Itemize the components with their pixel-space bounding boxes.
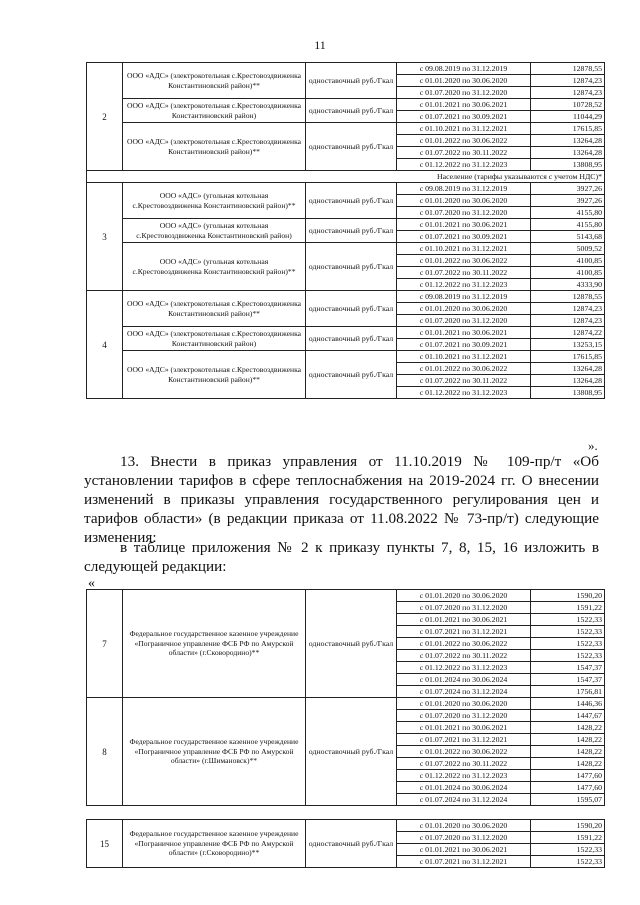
- organization-name: ООО «АДС» (угольная котельная с.Крестовоздвиженка Константиновский район)**: [123, 183, 306, 219]
- table-row: [87, 820, 605, 832]
- tariff-value: 1590,20: [531, 820, 605, 832]
- period: с 01.07.2024 по 31.12.2024: [397, 686, 531, 698]
- period: с 01.07.2020 по 31.12.2020: [397, 87, 531, 99]
- tariff-value: 1591,22: [531, 602, 605, 614]
- tariff-value: 1447,67: [531, 710, 605, 722]
- tariff-value: 4100,85: [531, 255, 605, 267]
- tariff-value: 12878,55: [531, 63, 605, 75]
- table-row: [87, 351, 605, 363]
- table-row: [87, 63, 605, 75]
- period: с 01.01.2021 по 30.06.2021: [397, 844, 531, 856]
- organization-name: Федеральное государственное казенное учреждение «Пограничное управление ФСБ РФ по Амурской области» (г.Шимановск)**: [123, 698, 306, 806]
- table-row: [87, 590, 605, 602]
- table-row: [87, 243, 605, 255]
- item-number: 15: [87, 820, 123, 868]
- period: с 01.07.2020 по 31.12.2020: [397, 832, 531, 844]
- period: с 01.12.2022 по 31.12.2023: [397, 662, 531, 674]
- tariff-value: 1547,37: [531, 662, 605, 674]
- tariff-value: 1477,60: [531, 770, 605, 782]
- organization-name: ООО «АДС» (электрокотельная с.Крестовоздвиженка Константиновский район)**: [123, 63, 306, 99]
- period: с 01.01.2020 по 30.06.2020: [397, 820, 531, 832]
- organization-name: ООО «АДС» (электрокотельная с.Крестовоздвиженка Константиновский район): [123, 327, 306, 351]
- tariff-value: 17615,85: [531, 351, 605, 363]
- item-number: 8: [87, 698, 123, 806]
- period: с 01.10.2021 по 31.12.2021: [397, 243, 531, 255]
- tariff-value: 13253,15: [531, 339, 605, 351]
- period: с 01.07.2021 по 30.09.2021: [397, 339, 531, 351]
- tariff-type: одноставочный руб./Гкал: [306, 590, 397, 698]
- period: с 01.07.2021 по 31.12.2021: [397, 734, 531, 746]
- period: с 01.01.2022 по 30.06.2022: [397, 638, 531, 650]
- period: с 01.12.2022 по 31.12.2023: [397, 159, 531, 171]
- tariff-value: 3927,26: [531, 195, 605, 207]
- tariff-value: 11044,29: [531, 111, 605, 123]
- item-number: 3: [87, 183, 123, 291]
- tariff-value: 1756,81: [531, 686, 605, 698]
- period: с 01.01.2021 по 30.06.2021: [397, 722, 531, 734]
- tariff-value: 4155,80: [531, 219, 605, 231]
- period: с 09.08.2019 по 31.12.2019: [397, 291, 531, 303]
- period: с 01.01.2021 по 30.06.2021: [397, 327, 531, 339]
- tariff-value: 1547,37: [531, 674, 605, 686]
- tariff-value: 1522,33: [531, 856, 605, 868]
- period: с 01.01.2021 по 30.06.2021: [397, 99, 531, 111]
- paragraph-item-13: 13. Внести в приказ управления от 11.10.2019 № 109-пр/т «Об установлении тарифов в сфере теплоснабжения на 2019-2024 гг. О внесении изменений в приказы управления государственного регулирования цен и тарифов области» (в редакции приказа от 11.08.2022 № 73-пр/т) следующие изменения:: [84, 453, 599, 546]
- item-number: 2: [87, 63, 123, 171]
- table-row: [87, 291, 605, 303]
- period: с 01.07.2020 по 31.12.2020: [397, 602, 531, 614]
- organization-name: ООО «АДС» (электрокотельная с.Крестовоздвиженка Константиновский район): [123, 99, 306, 123]
- period: с 01.07.2022 по 30.11.2022: [397, 267, 531, 279]
- period: с 01.10.2021 по 31.12.2021: [397, 351, 531, 363]
- tariff-value: 13264,28: [531, 147, 605, 159]
- tariff-value: 12878,55: [531, 291, 605, 303]
- tariff-type: одноставочный руб./Гкал: [306, 219, 397, 243]
- period: с 01.07.2021 по 30.09.2021: [397, 231, 531, 243]
- period: с 01.01.2020 по 30.06.2020: [397, 75, 531, 87]
- tariff-value: 12874,23: [531, 303, 605, 315]
- tariff-value: 12874,23: [531, 315, 605, 327]
- period: с 09.08.2019 по 31.12.2019: [397, 183, 531, 195]
- tariff-value: 1522,33: [531, 650, 605, 662]
- tariff-type: одноставочный руб./Гкал: [306, 327, 397, 351]
- period: с 01.12.2022 по 31.12.2023: [397, 387, 531, 399]
- tariff-value: 1428,22: [531, 722, 605, 734]
- tariff-type: одноставочный руб./Гкал: [306, 698, 397, 806]
- period: с 01.07.2021 по 31.12.2021: [397, 856, 531, 868]
- page-number: 11: [314, 38, 326, 52]
- period: с 01.07.2020 по 31.12.2020: [397, 207, 531, 219]
- period: с 01.01.2022 по 30.06.2022: [397, 135, 531, 147]
- tariff-value: 1522,33: [531, 626, 605, 638]
- tariff-value: 1591,22: [531, 832, 605, 844]
- organization-name: ООО «АДС» (угольная котельная с.Крестовоздвиженка Константиновский район)**: [123, 243, 306, 291]
- tariff-value: 12874,22: [531, 327, 605, 339]
- tariff-type: одноставочный руб./Гкал: [306, 123, 397, 171]
- period: с 01.07.2022 по 30.11.2022: [397, 147, 531, 159]
- tariff-type: одноставочный руб./Гкал: [306, 243, 397, 291]
- tariff-table-fsb: [86, 589, 605, 806]
- table-row: [87, 99, 605, 111]
- period: с 01.01.2020 по 30.06.2020: [397, 590, 531, 602]
- paragraph-table-instruction: в таблице приложения № 2 к приказу пункты 7, 8, 15, 16 изложить в следующей редакции:: [84, 539, 599, 575]
- opening-quote: «: [88, 576, 95, 591]
- tariff-value: 13808,95: [531, 387, 605, 399]
- tariff-value: 1428,22: [531, 734, 605, 746]
- tariff-value: 1446,36: [531, 698, 605, 710]
- organization-name: ООО «АДС» (электрокотельная с.Крестовоздвиженка Константиновский район)**: [123, 291, 306, 327]
- period: с 01.12.2022 по 31.12.2023: [397, 770, 531, 782]
- tariff-value: 5009,52: [531, 243, 605, 255]
- period: с 01.01.2022 по 30.06.2022: [397, 746, 531, 758]
- period: с 01.07.2020 по 31.12.2020: [397, 315, 531, 327]
- population-note: Население (тарифы указываются с учетом НДС)*: [87, 171, 605, 183]
- tariff-value: 13264,28: [531, 363, 605, 375]
- period: с 01.07.2021 по 30.09.2021: [397, 111, 531, 123]
- tariff-value: 13264,28: [531, 135, 605, 147]
- tariff-table-ads: [86, 62, 605, 399]
- table-row: [87, 698, 605, 710]
- period: с 01.01.2021 по 30.06.2021: [397, 219, 531, 231]
- period: с 09.08.2019 по 31.12.2019: [397, 63, 531, 75]
- period: с 01.12.2022 по 31.12.2023: [397, 279, 531, 291]
- tariff-table-fsb-item-15: [86, 819, 605, 868]
- table-row: [87, 327, 605, 339]
- item-number: 7: [87, 590, 123, 698]
- period: с 01.01.2020 по 30.06.2020: [397, 698, 531, 710]
- tariff-value: 1522,33: [531, 844, 605, 856]
- table-row: [87, 219, 605, 231]
- organization-name: ООО «АДС» (угольная котельная с.Крестовоздвиженка Константиновский район): [123, 219, 306, 243]
- tariff-value: 1522,33: [531, 638, 605, 650]
- period: с 01.10.2021 по 31.12.2021: [397, 123, 531, 135]
- table-row: [87, 123, 605, 135]
- tariff-value: 1477,60: [531, 782, 605, 794]
- period: с 01.07.2022 по 30.11.2022: [397, 650, 531, 662]
- period: с 01.01.2020 по 30.06.2020: [397, 195, 531, 207]
- tariff-value: 12874,23: [531, 75, 605, 87]
- period: с 01.07.2020 по 31.12.2020: [397, 710, 531, 722]
- period: с 01.07.2022 по 30.11.2022: [397, 375, 531, 387]
- tariff-value: 4155,80: [531, 207, 605, 219]
- tariff-type: одноставочный руб./Гкал: [306, 63, 397, 99]
- period: с 01.07.2024 по 31.12.2024: [397, 794, 531, 806]
- organization-name: ООО «АДС» (электрокотельная с.Крестовоздвиженка Константиновский район)**: [123, 123, 306, 171]
- tariff-value: 4333,90: [531, 279, 605, 291]
- period: с 01.01.2022 по 30.06.2022: [397, 255, 531, 267]
- tariff-type: одноставочный руб./Гкал: [306, 351, 397, 399]
- closing-quote: ».: [588, 438, 598, 453]
- tariff-value: 1428,22: [531, 746, 605, 758]
- period: с 01.01.2020 по 30.06.2020: [397, 303, 531, 315]
- organization-name: ООО «АДС» (электрокотельная с.Крестовоздвиженка Константиновский район)**: [123, 351, 306, 399]
- tariff-value: 13808,95: [531, 159, 605, 171]
- tariff-value: 5143,68: [531, 231, 605, 243]
- period: с 01.07.2022 по 30.11.2022: [397, 758, 531, 770]
- tariff-value: 1428,22: [531, 758, 605, 770]
- period: с 01.07.2021 по 31.12.2021: [397, 626, 531, 638]
- organization-name: Федеральное государственное казенное учреждение «Пограничное управление ФСБ РФ по Амурской области» (г.Сковородино)**: [123, 590, 306, 698]
- period: с 01.01.2024 по 30.06.2024: [397, 782, 531, 794]
- tariff-value: 17615,85: [531, 123, 605, 135]
- tariff-value: 1590,20: [531, 590, 605, 602]
- tariff-value: 3927,26: [531, 183, 605, 195]
- tariff-value: 1595,07: [531, 794, 605, 806]
- tariff-type: одноставочный руб./Гкал: [306, 291, 397, 327]
- organization-name: Федеральное государственное казенное учреждение «Пограничное управление ФСБ РФ по Амурской области» (г.Сковородино)**: [123, 820, 306, 868]
- tariff-type: одноставочный руб./Гкал: [306, 820, 397, 868]
- period: с 01.01.2021 по 30.06.2021: [397, 614, 531, 626]
- period: с 01.01.2024 по 30.06.2024: [397, 674, 531, 686]
- tariff-value: 1522,33: [531, 614, 605, 626]
- tariff-value: 12874,23: [531, 87, 605, 99]
- tariff-value: 10728,52: [531, 99, 605, 111]
- tariff-value: 13264,28: [531, 375, 605, 387]
- item-number: 4: [87, 291, 123, 399]
- tariff-value: 4100,85: [531, 267, 605, 279]
- table-row: [87, 183, 605, 195]
- tariff-type: одноставочный руб./Гкал: [306, 99, 397, 123]
- population-row: [87, 171, 605, 183]
- tariff-type: одноставочный руб./Гкал: [306, 183, 397, 219]
- period: с 01.01.2022 по 30.06.2022: [397, 363, 531, 375]
